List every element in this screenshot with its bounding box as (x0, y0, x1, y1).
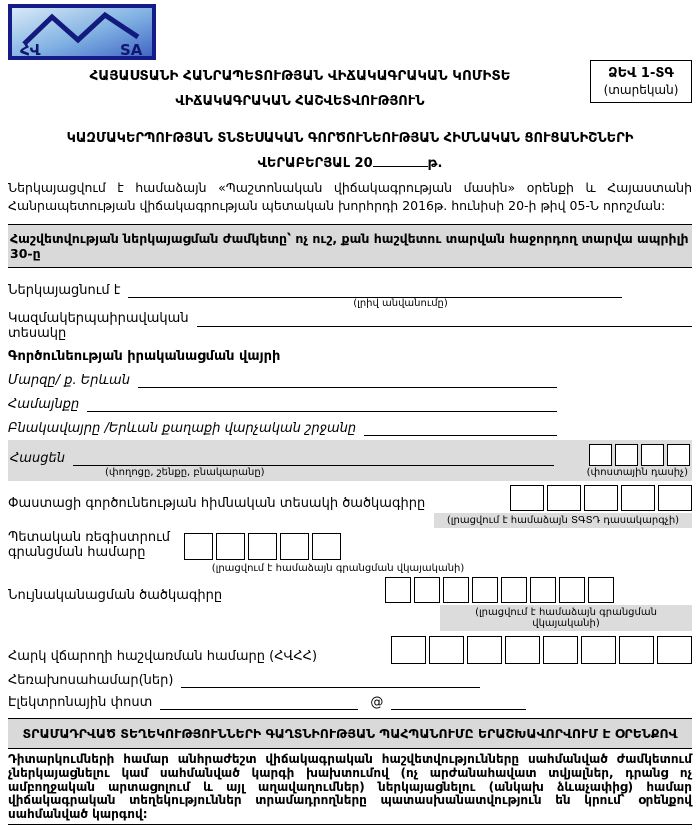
address-field[interactable] (73, 450, 554, 466)
postal-code-hint: (փոստային դասիչ) (586, 467, 688, 479)
marz-row (8, 372, 692, 388)
bottom-divider (8, 824, 692, 830)
postal-code-boxes (589, 444, 690, 466)
year-blank[interactable] (373, 153, 428, 167)
code-box[interactable] (547, 485, 581, 511)
address-label: Հասցեն (10, 451, 65, 467)
code-box[interactable] (385, 577, 411, 603)
at-sign: @ (370, 695, 384, 711)
marz-field[interactable] (138, 372, 557, 388)
code-box[interactable] (667, 444, 690, 466)
logo-left-letters: ՀՎ (20, 41, 41, 59)
code-box[interactable] (414, 577, 440, 603)
id-code-row (8, 577, 692, 603)
community-field[interactable] (87, 396, 557, 412)
code-box[interactable] (510, 485, 544, 511)
tin-label: Հարկ վճարողի հաշվառման համարը (ՀՎՀՀ) (8, 649, 318, 665)
register-boxes (184, 533, 341, 560)
code-box[interactable] (391, 636, 426, 664)
tin-boxes (391, 636, 692, 664)
code-box[interactable] (543, 636, 578, 664)
form-periodicity: (տարեկան) (603, 83, 679, 97)
presented-by-field[interactable] (128, 282, 622, 298)
code-box[interactable] (581, 636, 616, 664)
tin-row (8, 636, 692, 664)
code-box[interactable] (530, 577, 556, 603)
community-label: Համայնքը (8, 397, 80, 413)
confidentiality-banner: ՏՐԱՄԱԴՐՎԱԾ ՏԵՂԵԿՈՒԹՅՈՒՆՆԵՐԻ ԳԱՂՏՆԻՈՒԹՅԱՆ ՊԱՀՊԱՆՈՒՄԸ ԵՐԱՇԽԱՎՈՐՎՈՒՄ Է ՕՐԵՆՔՈՎ (8, 718, 692, 749)
register-row (8, 530, 692, 560)
committee-title: ՀԱՅԱՍՏԱՆԻ ՀԱՆՐԱՊԵՏՈՒԹՅԱՆ ՎԻՃԱԿԱԳՐԱԿԱՆ ԿՈՄԻՏԵ (89, 68, 511, 84)
form-header (8, 4, 692, 109)
id-code-boxes (385, 577, 614, 603)
report-title: ՎԻՃԱԿԱԳՐԱԿԱՆ ՀԱՇՎԵՏՎՈՒԹՅՈՒՆ (175, 94, 425, 109)
code-box[interactable] (657, 636, 692, 664)
code-box[interactable] (443, 577, 469, 603)
activity-code-label: Փաստացի գործունեության հիմնական տեսակի ծածկագիրը (8, 496, 426, 512)
activity-code-hint: (լրացվում է համաձայն ՏԳՏԴ դասակարգչի) (434, 513, 692, 528)
settlement-field[interactable] (364, 420, 557, 436)
code-box[interactable] (505, 636, 540, 664)
address-hint: (փողոցը, շենքը, բնակարանը) (105, 467, 265, 479)
legal-form-row (8, 311, 692, 341)
code-box[interactable] (588, 577, 614, 603)
settlement-row (8, 420, 692, 436)
logo-right-letters: SA (120, 41, 143, 59)
community-row (8, 396, 692, 412)
code-box[interactable] (658, 485, 692, 511)
settlement-label: Բնակավայրը /Երևան քաղաքի վարչական շրջանը (8, 421, 357, 437)
email-row (8, 694, 692, 710)
code-box[interactable] (501, 577, 527, 603)
phone-row (8, 672, 692, 688)
activity-place-heading: Գործունեության իրականացման վայրի (8, 349, 281, 365)
form-number: ՁԵՎ 1-ՏԳ (608, 66, 674, 81)
phone-label: Հեռախոսահամար(ներ) (8, 673, 174, 689)
code-box[interactable] (184, 533, 213, 560)
year-suffix: թ. (427, 156, 443, 171)
form-subject-line1: ԿԱԶՄԱԿԵՐՊՈՒԹՅԱՆ ՏՆՏԵՍԱԿԱՆ ԳՈՐԾՈՒՆԵՈՒԹՅԱՆ ՀԻՄՆԱԿԱՆ ՑՈՒՑԱՆԻՇՆԵՐԻ (66, 131, 634, 146)
form-subject-line2 (8, 153, 692, 171)
code-box[interactable] (584, 485, 618, 511)
code-box[interactable] (312, 533, 341, 560)
code-box[interactable] (248, 533, 277, 560)
code-box[interactable] (615, 444, 638, 466)
form-number-box (590, 60, 692, 103)
code-box[interactable] (621, 485, 655, 511)
liability-text: Դիտարկումների համար անհրաժեշտ վիճակագրական հաշվետվությունները սահմանված ժամկետում չներկայացնելու կամ սահմանված կարգի խախտումով (ոչ արժանահավատ տվյալներ, դրանց ոչ ամբողջական արտացոլում և այլ աղավաղումներ) ներկայացնելու (անկախ ձևաչափից) համար վիճակագրական տեղեկություններ տրամադրողները պատասխանատվություն են կրում՝ օրենքով սահմանված կարգով: (8, 752, 692, 821)
email-domain-field[interactable] (391, 694, 526, 710)
address-row (10, 444, 690, 466)
phone-field[interactable] (181, 672, 480, 688)
code-box[interactable] (280, 533, 309, 560)
presented-by-hint: (լրիվ անվանումը) (353, 298, 448, 310)
legal-form-field[interactable] (197, 325, 692, 327)
code-box[interactable] (472, 577, 498, 603)
email-label: Էլեկտրոնային փոստ (8, 695, 153, 711)
deadline-banner: Հաշվետվության ներկայացման ժամկետը՝ ոչ ուշ, քան հաշվետու տարվան հաջորդող տարվա ապրիլի 30-ը (8, 224, 692, 268)
activity-code-boxes (510, 485, 692, 511)
address-band (8, 440, 692, 481)
presented-by-row (8, 282, 692, 298)
marz-label: Մարզը/ ք. Երևան (8, 373, 130, 389)
code-box[interactable] (589, 444, 612, 466)
activity-code-row (8, 485, 692, 511)
code-box[interactable] (467, 636, 502, 664)
email-local-field[interactable] (160, 694, 358, 710)
code-box[interactable] (619, 636, 654, 664)
presented-by-label: Ներկայացնում է (8, 283, 121, 299)
register-label: Պետական ռեգիստրում գրանցման համարը (8, 530, 170, 561)
code-box[interactable] (641, 444, 664, 466)
id-code-hint: (լրացվում է համաձայն գրանցման վկայականի) (440, 605, 692, 631)
armstat-logo-icon (8, 4, 156, 60)
year-prefix: ՎԵՐԱԲԵՐՅԱԼ 20 (257, 156, 373, 171)
address-hints (10, 467, 690, 478)
code-box[interactable] (216, 533, 245, 560)
legal-basis-text: Ներկայացվում է համաձայն «Պաշտոնական վիճակագրության մասին» օրենքի և Հայաստանի Հանրապետության վիճակագրության պետական խորհրդի 2016թ. հունիսի 20-ի թիվ 05-Ն որոշման: (8, 180, 692, 214)
code-box[interactable] (559, 577, 585, 603)
register-hint: (լրացվում է համաձայն գրանցման վկայականի) (211, 563, 465, 575)
code-box[interactable] (429, 636, 464, 664)
id-code-label: Նույնականացման ծածկագիրը (8, 588, 223, 604)
legal-form-label: Կազմակերպաիրավական տեսակը (8, 311, 189, 342)
